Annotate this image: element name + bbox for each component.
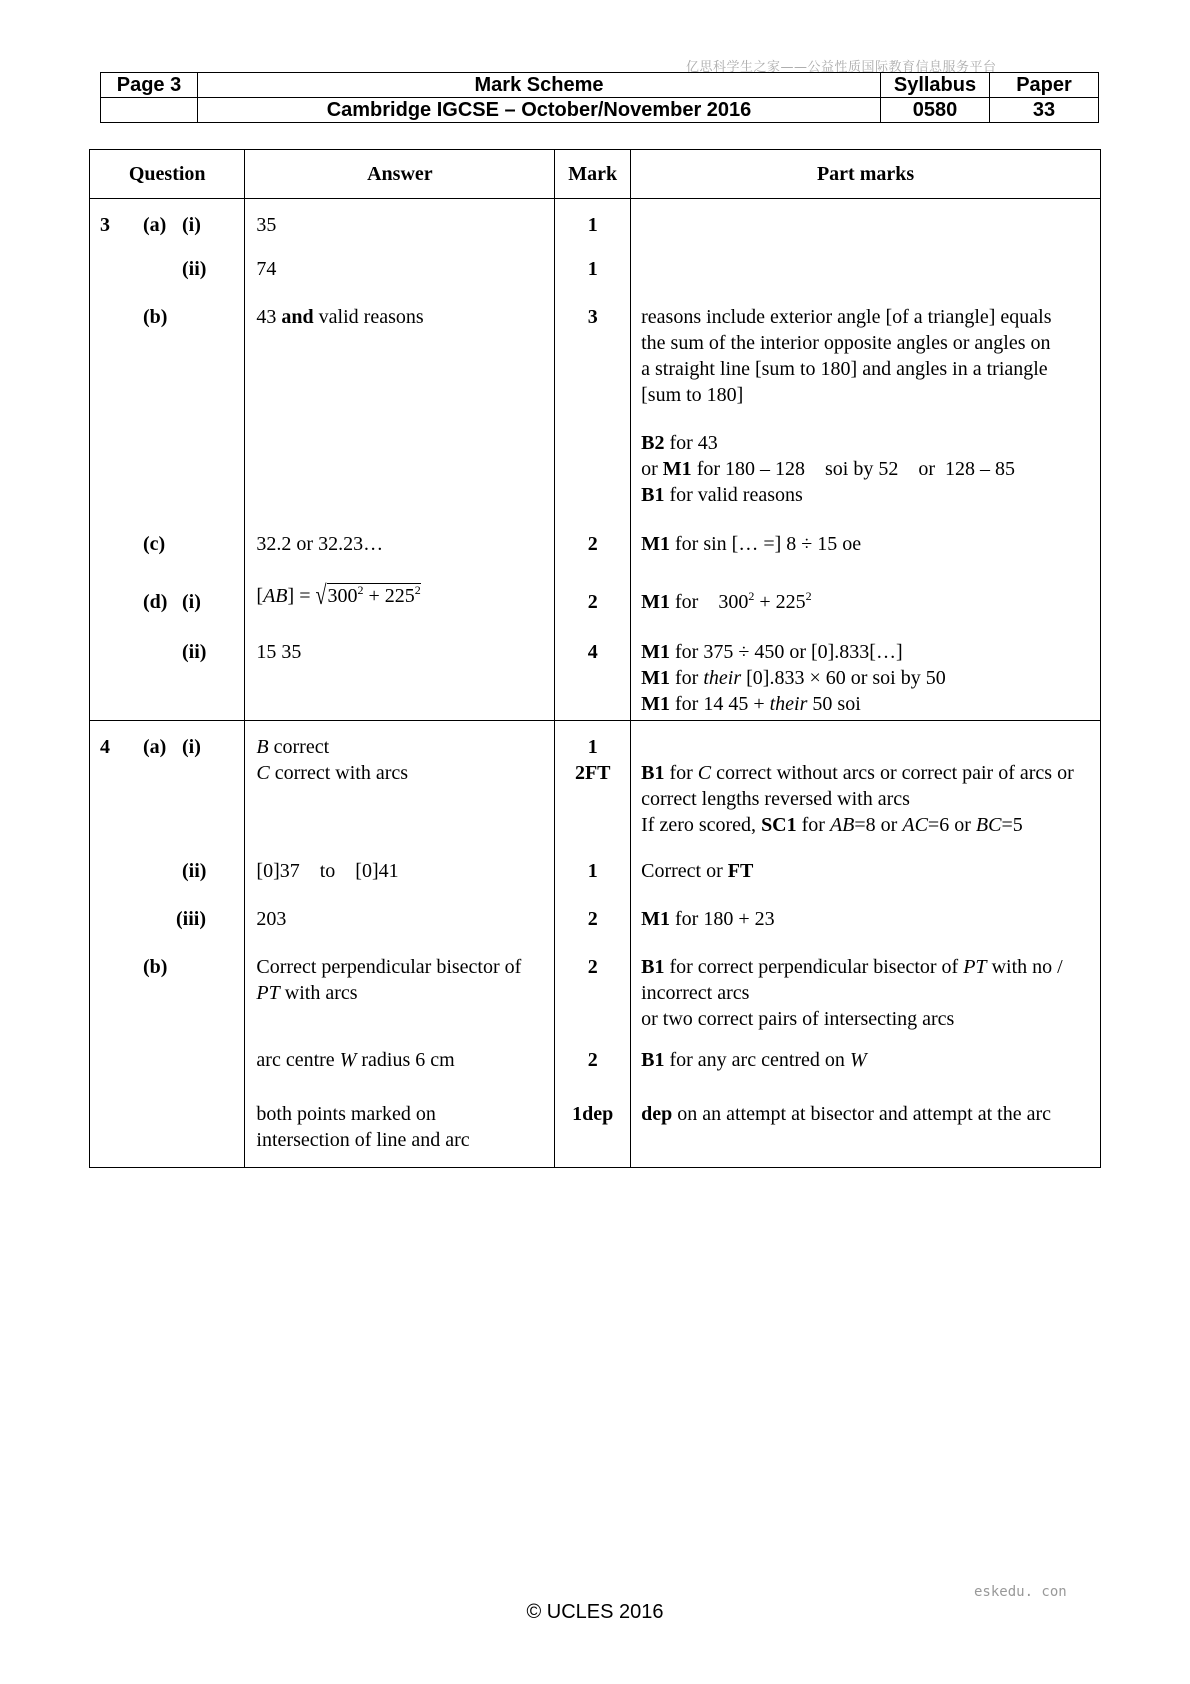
- mark-cell: 4: [555, 624, 631, 721]
- question-subpart: (i): [182, 591, 201, 613]
- part-mark-text: BC: [975, 814, 1002, 836]
- answer-text: B: [256, 736, 269, 758]
- part-marks-cell: [631, 624, 1101, 721]
- part-mark-text: or: [641, 458, 663, 480]
- answer-cell: [245, 945, 555, 1047]
- part-marks-cell: [631, 572, 1101, 624]
- mark-code: FT: [727, 860, 754, 882]
- table-row: [90, 945, 1101, 1047]
- question-subpart: (i): [182, 214, 201, 236]
- table-row: [90, 1047, 1101, 1097]
- answer-text: 43: [256, 306, 282, 328]
- part-mark-text: for 180 + 23: [670, 908, 775, 930]
- part-mark-text: for: [670, 591, 704, 613]
- answer-cell: [245, 1047, 555, 1097]
- term: 225: [384, 585, 415, 607]
- mark-code: B2: [641, 432, 665, 454]
- mark-cell: 2: [555, 945, 631, 1047]
- mark-cell: 1: [555, 199, 631, 248]
- mark-code: SC1: [761, 814, 797, 836]
- part-marks-cell: [631, 1097, 1101, 1168]
- answer-line: [256, 760, 548, 786]
- part-mark-text: for 180 – 128 soi by 52 or 128 – 85: [691, 458, 1016, 480]
- part-mark-text: for: [664, 762, 698, 784]
- question-3-block: [90, 199, 1101, 721]
- watermark-top: 亿思科学生之家——公益性质国际教育信息服务平台: [686, 60, 997, 75]
- operator: +: [754, 591, 776, 613]
- part-mark-text: for sin [… =] 8 ÷ 15 oe: [670, 533, 862, 555]
- part-mark-line: [641, 954, 1071, 1006]
- part-mark-text: AC: [902, 814, 928, 836]
- answer-text: Correct perpendicular bisector of: [256, 956, 522, 978]
- mark-cell: 2: [555, 1047, 631, 1097]
- column-header-part-marks: Part marks: [631, 150, 1101, 199]
- mark-code: M1: [641, 591, 671, 613]
- part-marks-cell: [631, 247, 1101, 295]
- question-4-block: [90, 721, 1101, 1168]
- table-row: [90, 624, 1101, 721]
- part-marks-cell: [631, 522, 1101, 572]
- mark-value: 2FT: [574, 762, 611, 784]
- answer-line: [256, 734, 548, 760]
- answer-cell: 32.2 or 32.23…: [245, 522, 555, 572]
- question-number: 4: [100, 736, 110, 758]
- column-header-answer: Answer: [245, 150, 555, 199]
- mark-code: B1: [641, 762, 665, 784]
- exponent: 2: [357, 583, 364, 597]
- mark-code: M1: [641, 908, 671, 930]
- part-mark-text: =8 or: [854, 814, 903, 836]
- syllabus-label: Syllabus: [881, 73, 990, 98]
- question-part: (a): [143, 736, 167, 758]
- question-part: (d): [143, 591, 168, 613]
- table-row: [90, 849, 1101, 897]
- exponent: 2: [805, 589, 812, 603]
- part-marks-cell: [631, 849, 1101, 897]
- part-mark-text: =5: [1001, 814, 1023, 836]
- term: 225: [775, 591, 806, 613]
- table-row: [90, 295, 1101, 522]
- part-mark-text: [0].833 × 60 or soi by 50: [741, 667, 946, 689]
- question-part: (a): [143, 214, 167, 236]
- radicand: [327, 583, 420, 607]
- answer-text: correct: [268, 736, 330, 758]
- mark-code: M1: [641, 533, 671, 555]
- answer-text: C: [256, 762, 270, 784]
- term: 300: [718, 591, 749, 613]
- table-row: [90, 897, 1101, 945]
- part-marks-cell: [631, 199, 1101, 248]
- mark-cell: 2: [555, 522, 631, 572]
- part-mark-text: W: [849, 1049, 867, 1071]
- reasons-text: reasons include exterior angle [of a triangle] equals the sum of the interior opposite angles or angles on a straight line [sum to 180] and angles in a triangle [sum to 180]: [641, 306, 1052, 406]
- part-mark-text: Correct or: [641, 860, 728, 882]
- part-marks-cell: [631, 721, 1101, 850]
- answer-cell: [245, 1097, 555, 1168]
- paper-value: 33: [990, 98, 1099, 123]
- part-mark-line: [641, 665, 1092, 691]
- mark-cell: 2: [555, 897, 631, 945]
- part-mark-text: for 14 45 +: [670, 693, 770, 715]
- term: 300: [327, 585, 358, 607]
- mark-code: B1: [641, 1049, 665, 1071]
- part-mark-text: for 43: [664, 432, 718, 454]
- document-header: [100, 72, 1099, 123]
- mark-cell: 1dep: [555, 1097, 631, 1168]
- part-mark-text: for correct perpendicular bisector of: [664, 956, 964, 978]
- mark-code: M1: [662, 458, 692, 480]
- mark-code: M1: [641, 667, 671, 689]
- answer-text: both points marked on intersection of line and arc: [256, 1103, 470, 1151]
- part-marks-cell: [631, 897, 1101, 945]
- part-mark-text: for: [670, 667, 704, 689]
- footer-copyright: © UCLES 2016: [526, 1601, 664, 1623]
- part-mark-text: C: [697, 762, 712, 784]
- watermark-bottom: eskedu. con: [974, 1584, 1067, 1600]
- part-mark-text: =6 or: [927, 814, 976, 836]
- answer-text: [AB] =: [256, 585, 316, 607]
- answer-text: radius 6 cm: [356, 1049, 455, 1071]
- answer-cell: [245, 721, 555, 850]
- page-number: Page 3: [101, 73, 198, 98]
- operator: +: [363, 585, 385, 607]
- answer-cell: 15 35: [245, 624, 555, 721]
- answer-cell: [245, 572, 555, 624]
- part-mark-text: on an attempt at bisector and attempt at the arc: [672, 1103, 1051, 1125]
- part-mark-text: for valid reasons: [664, 484, 803, 506]
- answer-cell: 74: [245, 247, 555, 295]
- table-row: [90, 247, 1101, 295]
- table-row: [90, 522, 1101, 572]
- part-mark-line: [641, 430, 1092, 456]
- column-header-mark: Mark: [555, 150, 631, 199]
- mark-cell: 1: [555, 849, 631, 897]
- part-mark-text: their: [769, 693, 808, 715]
- part-mark-text: for: [796, 814, 830, 836]
- question-part: (c): [143, 533, 166, 555]
- mark-code: M1: [641, 693, 671, 715]
- answer-text: arc centre: [256, 1049, 340, 1071]
- exponent: 2: [414, 583, 421, 597]
- mark-cell: 1: [555, 247, 631, 295]
- answer-text: W: [339, 1049, 357, 1071]
- answer-keyword: and: [281, 306, 314, 328]
- part-mark-text: with no / incorrect arcs: [641, 956, 1063, 1004]
- mark-value: 1: [587, 736, 598, 758]
- mark-code: dep: [641, 1103, 673, 1125]
- exponent: 2: [748, 589, 755, 603]
- document-title: Mark Scheme: [198, 73, 881, 98]
- question-subpart: (ii): [182, 860, 207, 882]
- page-number-blank: [101, 98, 198, 123]
- part-mark-line: [641, 639, 1092, 665]
- part-mark-line: or two correct pairs of intersecting arcs: [641, 1008, 955, 1030]
- part-mark-line: [641, 812, 1092, 838]
- question-part: (b): [143, 306, 168, 328]
- part-marks-cell: [631, 295, 1101, 522]
- question-subpart: (ii): [182, 258, 207, 280]
- mark-cell: 3: [555, 295, 631, 522]
- mark-code: B1: [641, 484, 665, 506]
- part-marks-cell: [631, 1047, 1101, 1097]
- column-header-question: Question: [90, 150, 245, 199]
- answer-cell: 203: [245, 897, 555, 945]
- answer-text: correct with arcs: [269, 762, 409, 784]
- table-row: [90, 721, 1101, 850]
- mark-cell: 2: [555, 572, 631, 624]
- document-subtitle: Cambridge IGCSE – October/November 2016: [198, 98, 881, 123]
- question-subpart: (iii): [176, 908, 206, 930]
- table-row: [90, 1097, 1101, 1168]
- part-mark-text: their: [703, 667, 742, 689]
- part-mark-line: [641, 456, 1092, 482]
- answer-text: PT: [256, 982, 280, 1004]
- mark-code: B1: [641, 956, 665, 978]
- mark-cell: [555, 721, 631, 850]
- mark-code: M1: [641, 641, 671, 663]
- part-mark-text: AB: [829, 814, 855, 836]
- question-part: (b): [143, 956, 168, 978]
- part-mark-text: for 375 ÷ 450 or [0].833[…]: [670, 641, 903, 663]
- part-marks-cell: [631, 945, 1101, 1047]
- answer-cell: [0]37 to [0]41: [245, 849, 555, 897]
- part-mark-text: for any arc centred on: [664, 1049, 850, 1071]
- syllabus-value: 0580: [881, 98, 990, 123]
- question-number: 3: [100, 214, 110, 236]
- answer-cell: 35: [245, 199, 555, 248]
- answer-text: valid reasons: [313, 306, 424, 328]
- answer-cell: [245, 295, 555, 522]
- table-row: [90, 572, 1101, 624]
- part-mark-line: [641, 482, 1092, 508]
- mark-scheme-table: [89, 149, 1101, 1168]
- paper-label: Paper: [990, 73, 1099, 98]
- part-mark-text: If zero scored,: [641, 814, 762, 836]
- square-root-expression: [315, 583, 420, 609]
- question-subpart: (i): [182, 736, 201, 758]
- part-mark-line: [641, 691, 1092, 717]
- part-mark-text: 50 soi: [807, 693, 861, 715]
- question-subpart: (ii): [182, 641, 207, 663]
- radical-sign: √: [315, 581, 327, 611]
- table-row: [90, 199, 1101, 248]
- part-mark-line: [641, 760, 1092, 812]
- part-mark-text: PT: [963, 956, 987, 978]
- part-mark-text: correct without arcs or correct pair of arcs or correct lengths reversed with arcs: [641, 762, 1074, 810]
- answer-text: with arcs: [279, 982, 358, 1004]
